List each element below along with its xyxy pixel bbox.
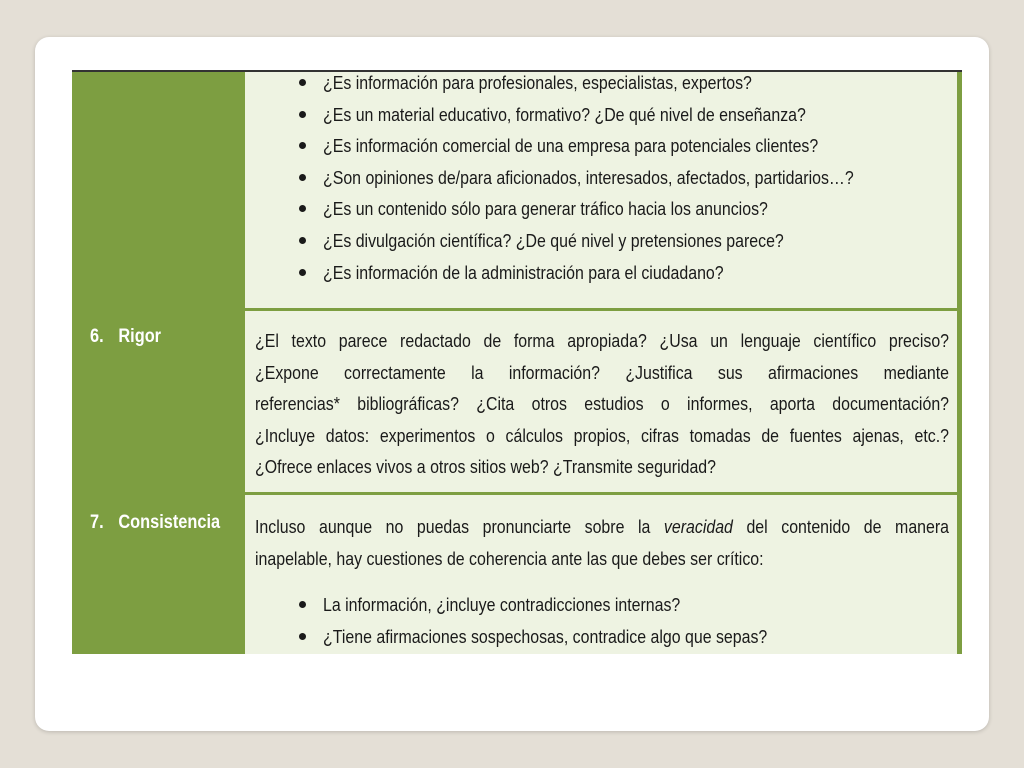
list-item: ¿Es divulgación científica? ¿De qué nivel y pretensiones parece? (245, 225, 957, 257)
row-content-cell (245, 72, 957, 308)
list-item: ¿Es información de la administración para el ciudadano? (245, 257, 957, 289)
row-content-cell (245, 311, 957, 492)
row-content-cell (245, 495, 957, 654)
bullet-icon (299, 269, 306, 276)
table-row-consistencia (72, 495, 962, 654)
purpose-bullet-list (245, 70, 957, 288)
row-label-cell (72, 72, 243, 308)
row-label-cell (72, 495, 243, 654)
row-heading-consistencia: 7. Consistencia (90, 512, 221, 533)
list-item: ¿Es un material educativo, formativo? ¿De qué nivel de enseñanza? (245, 99, 957, 131)
row-label-cell (72, 311, 243, 492)
bullet-icon (299, 111, 306, 118)
list-item: ¿Es información comercial de una empresa para potenciales clientes? (245, 130, 957, 162)
list-item: ¿Es información para profesionales, especialistas, expertos? (245, 70, 957, 99)
consistencia-bullet-list (245, 589, 957, 652)
table-row-rigor (72, 311, 962, 492)
bullet-icon (299, 601, 306, 608)
list-item: ¿Tiene afirmaciones sospechosas, contradice algo que sepas? (245, 621, 957, 653)
bullet-icon (299, 205, 306, 212)
bullet-icon (299, 633, 306, 640)
list-item: La información, ¿incluye contradicciones internas? (245, 589, 957, 621)
table-row-purpose (72, 72, 962, 308)
bullet-icon (299, 79, 306, 86)
criteria-table-image (72, 70, 962, 654)
list-item: ¿Es un contenido sólo para generar tráfico hacia los anuncios? (245, 193, 957, 225)
bullet-icon (299, 142, 306, 149)
rigor-paragraph: ¿El texto parece redactado de forma apropiada? ¿Usa un lenguaje científico preciso? ¿Expone correctamente la información? ¿Justifica sus afirmaciones mediante referencias* bibliográficas? ¿Cita otros estudios o informes, aporta documentación? ¿Incluye datos: experimentos o cálculos propios, cifras tomadas de fuentes ajenas, etc.? ¿Ofrece enlaces vivos a otros sitios web? ¿Transmite seguridad? (255, 330, 950, 478)
list-item: ¿Son opiniones de/para aficionados, interesados, afectados, partidarios…? (245, 162, 957, 194)
bullet-icon (299, 237, 306, 244)
row-heading-rigor: 6. Rigor (90, 326, 162, 347)
bullet-icon (299, 174, 306, 181)
consistencia-paragraph: Incluso aunque no puedas pronunciarte sobre la veracidad del contenido de manera inapelable, hay cuestiones de coherencia ante las que debes ser crítico: (255, 516, 950, 569)
